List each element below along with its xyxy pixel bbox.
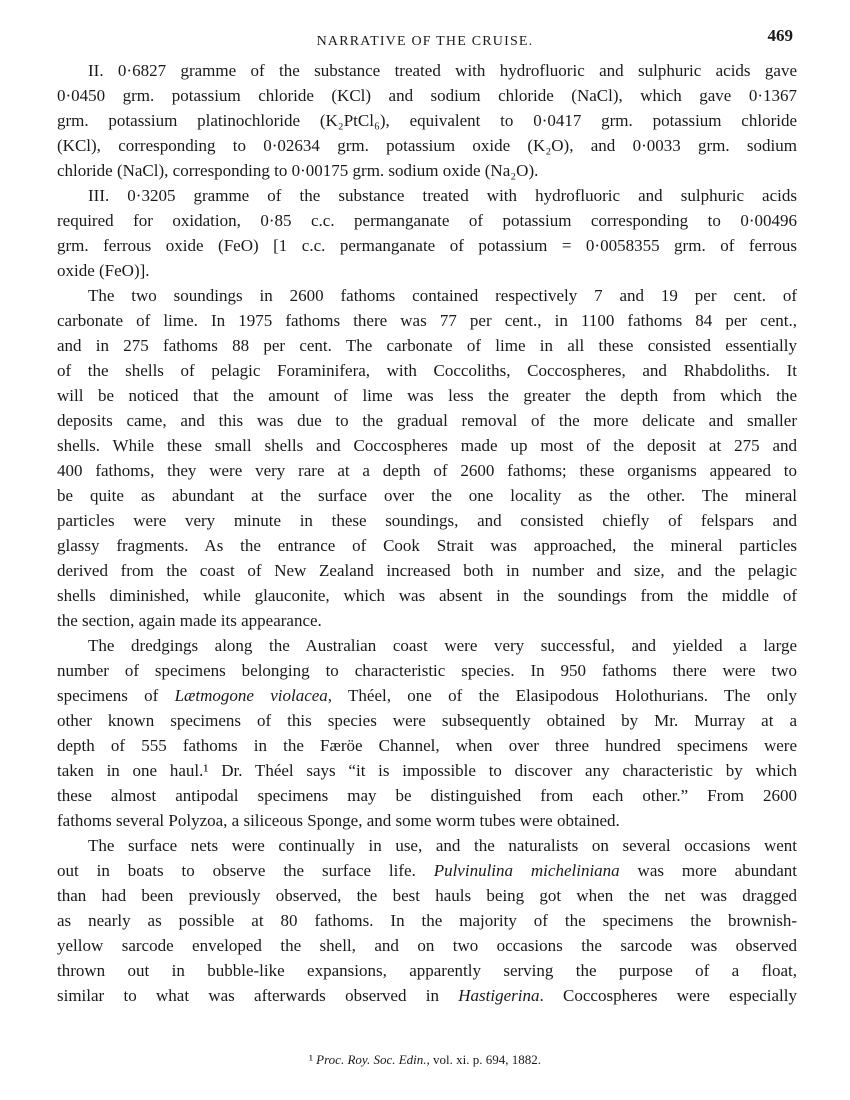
text-segment: deposits came, and this was due to the gradual removal of the more delicate and smaller <box>57 411 797 430</box>
text-line <box>57 383 797 408</box>
text-line <box>57 283 797 308</box>
italic-species-name: Hastigerina <box>458 986 540 1005</box>
text-line <box>57 708 797 733</box>
text-segment: grm. ferrous oxide (FeO) [1 c.c. permanganate of potassium = 0·0058355 grm. of ferrous <box>57 236 797 255</box>
text-segment: was more abundant <box>619 861 797 880</box>
text-segment: these almost antipodal specimens may be distinguished from each other.” From 2600 <box>57 786 797 805</box>
page-number: 469 <box>767 26 793 45</box>
text-segment: particles were very minute in these soundings, and consisted chiefly of felspars and <box>57 511 797 530</box>
text-line <box>57 658 797 683</box>
footnote-citation: , vol. xi. p. 694, 1882. <box>426 1052 541 1067</box>
text-segment: depth of 555 fathoms in the Færöe Channel, when over three hundred specimens were <box>57 736 797 755</box>
text-line <box>57 783 797 808</box>
text-line <box>57 583 797 608</box>
text-line <box>57 433 797 458</box>
text-segment: yellow sarcode enveloped the shell, and on two occasions the sarcode was observed <box>57 936 797 955</box>
text-segment: of the shells of pelagic Foraminifera, with Coccoliths, Coccospheres, and Rhabdoliths. It <box>57 361 797 380</box>
text-line <box>57 908 797 933</box>
text-line <box>57 683 797 708</box>
text-line <box>57 183 797 208</box>
text-segment: specimens of <box>57 686 175 705</box>
text-line <box>57 983 797 1008</box>
text-line <box>57 833 797 858</box>
text-line <box>57 483 797 508</box>
paragraph <box>57 833 797 1008</box>
text-line <box>57 533 797 558</box>
text-line <box>57 883 797 908</box>
text-line <box>57 558 797 583</box>
text-line <box>57 108 797 133</box>
paragraph <box>57 283 797 633</box>
text-segment: derived from the coast of New Zealand increased both in number and size, and the pelagic <box>57 561 797 580</box>
text-segment: taken in one haul.¹ Dr. Théel says “it is impossible to discover any characteristic by which <box>57 761 797 780</box>
text-line <box>57 808 797 833</box>
text-segment: 400 fathoms, they were very rare at a depth of 2600 fathoms; these organisms appeared to <box>57 461 797 480</box>
text-segment: The surface nets were continually in use, and the naturalists on several occasions went <box>88 836 797 855</box>
text-segment: fathoms several Polyzoa, a siliceous Sponge, and some worm tubes were obtained. <box>57 811 620 830</box>
text-segment: shells diminished, while glauconite, which was absent in the soundings from the middle of <box>57 586 797 605</box>
text-segment: the section, again made its appearance. <box>57 611 322 630</box>
text-segment: shells. While these small shells and Coccospheres made up most of the deposit at 275 and <box>57 436 797 455</box>
body-text <box>57 58 797 1008</box>
text-segment: The dredgings along the Australian coast were very successful, and yielded a large <box>88 636 797 655</box>
text-segment: . Coccospheres were especially <box>539 986 797 1005</box>
italic-species-name: Pulvinulina micheliniana <box>433 861 620 880</box>
text-line <box>57 733 797 758</box>
text-segment: grm. potassium platinochloride (K₂PtCl₆), equivalent to 0·0417 grm. potassium chloride <box>57 111 797 130</box>
text-segment: glassy fragments. As the entrance of Cook Strait was approached, the mineral particles <box>57 536 797 555</box>
text-line <box>57 333 797 358</box>
running-title: NARRATIVE OF THE CRUISE. <box>316 34 534 49</box>
paragraph <box>57 58 797 183</box>
text-line <box>57 233 797 258</box>
text-segment: , Théel, one of the Elasipodous Holothurians. The only <box>327 686 797 705</box>
text-segment: as nearly as possible at 80 fathoms. In the majority of the specimens the brownish- <box>57 911 797 930</box>
text-segment: number of specimens belonging to characteristic species. In 950 fathoms there were two <box>57 661 797 680</box>
text-line <box>57 608 797 633</box>
text-line <box>57 158 797 183</box>
paragraph <box>57 633 797 833</box>
footnote <box>0 1052 850 1068</box>
text-segment: out in boats to observe the surface life. <box>57 861 434 880</box>
text-segment: 0·0450 grm. potassium chloride (KCl) and sodium chloride (NaCl), which gave 0·1367 <box>57 86 797 105</box>
text-line <box>57 958 797 983</box>
text-segment: required for oxidation, 0·85 c.c. permanganate of potassium corresponding to 0·00496 <box>57 211 797 230</box>
text-line <box>57 508 797 533</box>
text-line <box>57 208 797 233</box>
footnote-source: Proc. Roy. Soc. Edin. <box>316 1052 427 1067</box>
italic-species-name: Lætmogone violacea <box>174 686 328 705</box>
footnote-marker: ¹ <box>309 1052 313 1067</box>
text-line <box>57 758 797 783</box>
text-line <box>57 858 797 883</box>
text-line <box>57 83 797 108</box>
paragraph <box>57 183 797 283</box>
text-segment: III. 0·3205 gramme of the substance treated with hydrofluoric and sulphuric acids <box>88 186 797 205</box>
text-line <box>57 258 797 283</box>
text-segment: oxide (FeO)]. <box>57 261 150 280</box>
text-line <box>57 308 797 333</box>
text-segment: The two soundings in 2600 fathoms contained respectively 7 and 19 per cent. of <box>88 286 797 305</box>
text-line <box>57 133 797 158</box>
text-line <box>57 933 797 958</box>
text-segment: and in 275 fathoms 88 per cent. The carbonate of lime in all these consisted essentially <box>57 336 797 355</box>
text-line <box>57 358 797 383</box>
text-line <box>57 633 797 658</box>
text-segment: carbonate of lime. In 1975 fathoms there was 77 per cent., in 1100 fathoms 84 per cent., <box>57 311 797 330</box>
text-line <box>57 58 797 83</box>
text-segment: (KCl), corresponding to 0·02634 grm. potassium oxide (K₂O), and 0·0033 grm. sodium <box>57 136 797 155</box>
text-segment: thrown out in bubble-like expansions, apparently serving the purpose of a float, <box>57 961 797 980</box>
text-line <box>57 408 797 433</box>
text-segment: II. 0·6827 gramme of the substance treated with hydrofluoric and sulphuric acids gave <box>88 61 797 80</box>
text-line <box>57 458 797 483</box>
text-segment: than had been previously observed, the best hauls being got when the net was dragged <box>57 886 797 905</box>
text-segment: other known specimens of this species were subsequently obtained by Mr. Murray at a <box>57 711 797 730</box>
text-segment: be quite as abundant at the surface over the one locality as the other. The mineral <box>57 486 797 505</box>
text-segment: chloride (NaCl), corresponding to 0·00175 grm. sodium oxide (Na₂O). <box>57 161 539 180</box>
text-segment: will be noticed that the amount of lime was less the greater the depth from which the <box>57 386 797 405</box>
text-segment: similar to what was afterwards observed in <box>57 986 459 1005</box>
